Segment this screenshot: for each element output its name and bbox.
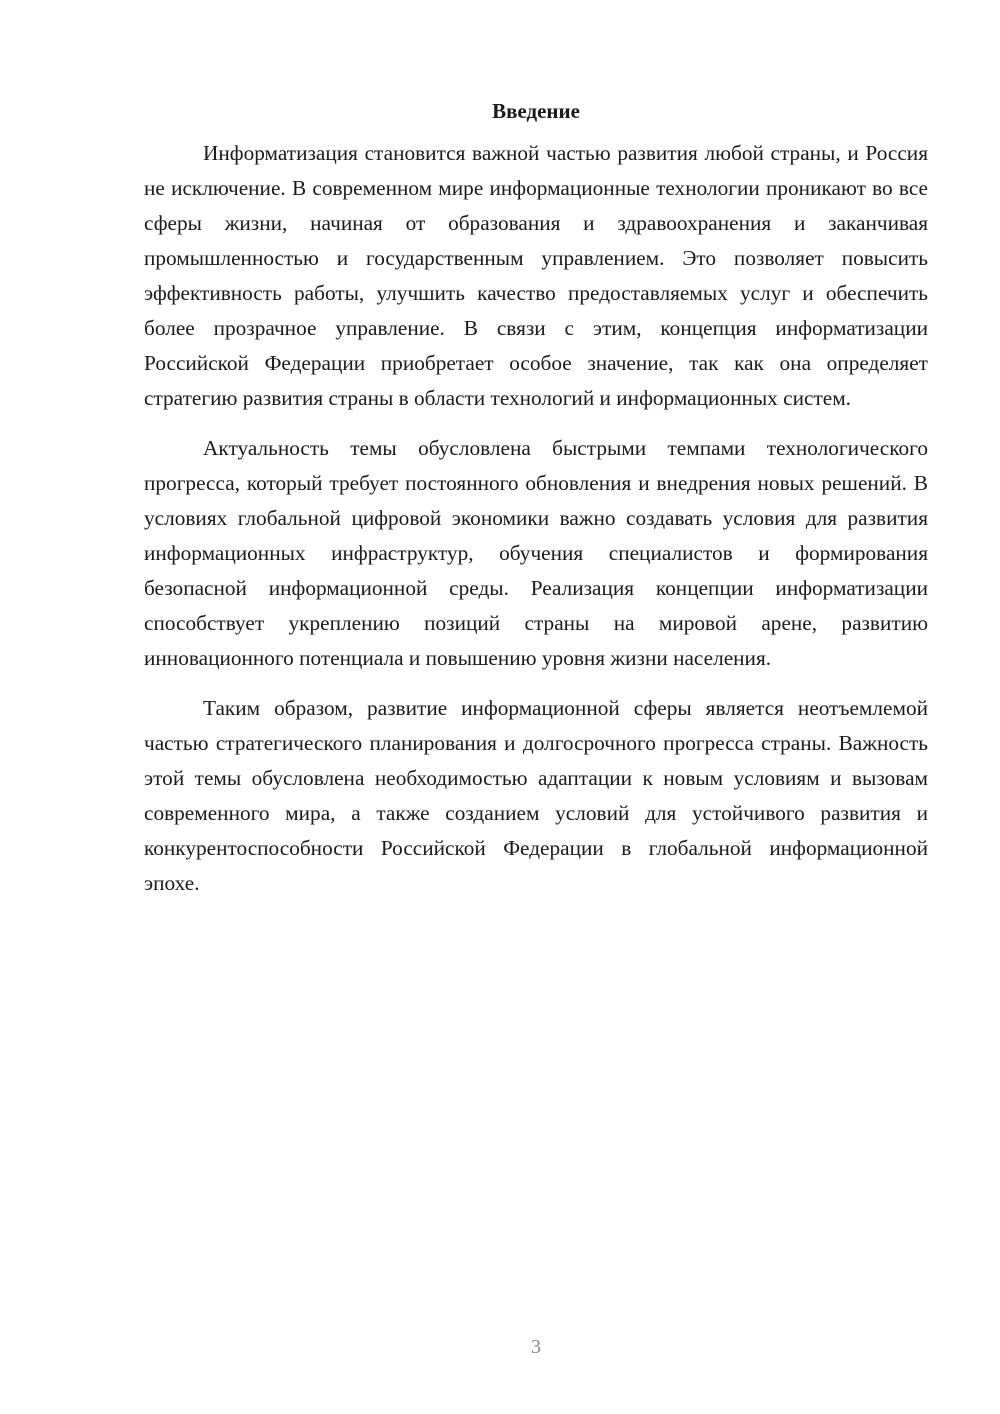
section-heading: Введение bbox=[492, 99, 580, 123]
paragraph-1: Информатизация становится важной частью развития любой страны, и Россия не исключение. В современном мире информационные технологии проникают во все сферы жизни, начиная от образования и здравоохранения и заканчивая промышленностью и государственным управлением. Это позволяет повысить эффективность работы, улучшить качество предоставляемых услуг и обеспечить более прозрачное управление. В связи с этим, концепция информатизации Российской Федерации приобретает особое значение, так как она определяет стратегию развития страны в области технологий и информационных систем. bbox=[144, 141, 928, 410]
page-content bbox=[144, 94, 928, 901]
paragraph-3: Таким образом, развитие информационной сферы является неотъемлемой частью стратегического планирования и долгосрочного прогресса страны. Важность этой темы обусловлена необходимостью адаптации к новым условиям и вызовам современного мира, а также созданием условий для устойчивого развития и конкурентоспособности Российской Федерации в глобальной информационной эпохе. bbox=[144, 696, 928, 895]
paragraph-2: Актуальность темы обусловлена быстрыми темпами технологического прогресса, который требует постоянного обновления и внедрения новых решений. В условиях глобальной цифровой экономики важно создавать условия для развития информационных инфраструктур, обучения специалистов и формирования безопасной информационной среды. Реализация концепции информатизации способствует укреплению позиций страны на мировой арене, развитию инновационного потенциала и повышению уровня жизни населения. bbox=[144, 436, 928, 670]
page-number: 3 bbox=[531, 1336, 541, 1358]
